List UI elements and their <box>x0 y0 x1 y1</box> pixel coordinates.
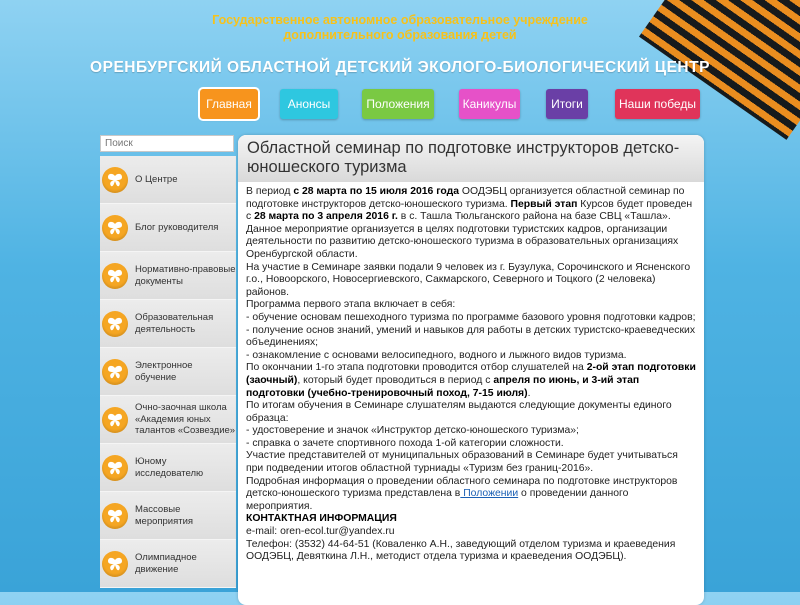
sidebar-item[interactable] <box>100 204 236 252</box>
sidebar <box>100 135 236 588</box>
paragraph: По окончании 1-го этапа подготовки проводится отбор слушателей на 2-ой этап подготовки (заочный), который будет проводиться в период с апреля по июнь, и 3-ий этап подготовки (учебно-тренировочный поход, 7-15 июля). <box>246 362 696 399</box>
sidebar-item[interactable] <box>100 444 236 492</box>
paragraph: На участие в Семинаре заявки подали 9 человек из г. Бузулука, Сорочинского и Ясненского г.о., Новоорского, Новосергиевского, Сакмарского, Северного и Тоцкого (2 человека) районов. <box>246 261 691 298</box>
butterfly-icon <box>102 263 128 289</box>
sidebar-item-label: Массовые мероприятия <box>135 504 194 527</box>
organization-name <box>180 13 620 43</box>
butterfly-icon <box>102 311 128 337</box>
sidebar-item-label: Блог руководителя <box>135 221 219 233</box>
contact-email: e-mail: oren-ecol.tur@yandex.ru <box>246 526 395 538</box>
nav-regulations[interactable]: Положения <box>362 89 434 119</box>
sidebar-menu <box>100 156 236 588</box>
paragraph: Подробная информация о проведении областного семинара по подготовке инструкторов детско-юношеского туризма представлена в Положении о проведении данного мероприятия. <box>246 475 678 512</box>
sidebar-item[interactable] <box>100 540 236 588</box>
sidebar-item[interactable] <box>100 492 236 540</box>
org-line-1: Государственное автономное образовательное учреждение <box>212 13 588 27</box>
sidebar-item-label: Олимпиадное движение <box>135 552 197 575</box>
sidebar-item[interactable] <box>100 156 236 204</box>
sidebar-item-label: Электронное обучение <box>135 360 193 383</box>
article-header <box>238 135 704 182</box>
butterfly-icon <box>102 455 128 481</box>
article-body <box>238 182 704 564</box>
paragraph: Участие представителей от муниципальных образований в Семинаре будет учитываться при подведении итогов областной турниады «Туризм без границ-2016». <box>246 450 678 475</box>
paragraph: Программа первого этапа включает в себя: <box>246 299 456 311</box>
butterfly-icon <box>102 503 128 529</box>
nav-home[interactable]: Главная <box>200 89 258 119</box>
article-panel <box>238 135 704 605</box>
list-item: - обучение основам пешеходного туризма по программе базового уровня подготовки кадров; <box>246 311 696 323</box>
list-item: - удостоверение и значок «Инструктор детско-юношеского туризма»; <box>246 425 579 437</box>
sidebar-item-label: О Центре <box>135 173 178 185</box>
butterfly-icon <box>102 167 128 193</box>
org-line-2: дополнительного образования детей <box>283 28 517 42</box>
paragraph: Данное мероприятие организуется в целях подготовки туристских кадров, организации деятельности по развитию детско-юношеского туризма в образовательных организациях Оренбургской области. <box>246 223 679 260</box>
nav-results[interactable]: Итоги <box>546 89 588 119</box>
contact-phone: Телефон: (3532) 44-64-51 (Коваленко А.Н., заведующий отделом туризма и краеведения ООДЭБЦ, Девяткина Л.Н., методист отдела туризма и краеведения ООДЭБЦ). <box>246 538 676 563</box>
page-title: Областной семинар по подготовке инструкторов детско-юношеского туризма <box>247 139 680 176</box>
sidebar-item[interactable] <box>100 300 236 348</box>
sidebar-item-label: Нормативно-правовые документы <box>135 264 236 287</box>
regulations-link[interactable]: Положении <box>460 488 519 500</box>
search-input[interactable] <box>100 135 234 152</box>
sidebar-item-label: Образовательная деятельность <box>135 312 214 335</box>
list-item: - справка о зачете спортивного похода 1-ой категории сложности. <box>246 437 564 449</box>
nav-our-victories[interactable]: Наши победы <box>615 89 700 119</box>
sidebar-item-label: Очно-заочная школа «Академия юных талантов «Созвездие» <box>135 402 236 437</box>
butterfly-icon <box>102 359 128 385</box>
list-item: - ознакомление с основами велосипедного, водного и лыжного видов туризма. <box>246 349 627 361</box>
paragraph: По итогам обучения в Семинаре слушателям выдаются следующие документы единого образца: <box>246 400 672 424</box>
site-title[interactable]: ОРЕНБУРГСКИЙ ОБЛАСТНОЙ ДЕТСКИЙ ЭКОЛОГО-БИОЛОГИЧЕСКИЙ ЦЕНТР <box>90 59 710 76</box>
sidebar-item[interactable] <box>100 396 236 444</box>
list-item: - получение основ знаний, умений и навыков для работы в детских туристско-краеведческих объединениях; <box>246 324 696 349</box>
butterfly-icon <box>102 407 128 433</box>
contact-heading: КОНТАКТНАЯ ИНФОРМАЦИЯ <box>246 513 397 525</box>
nav-announcements[interactable]: Анонсы <box>280 89 338 119</box>
butterfly-icon <box>102 215 128 241</box>
nav-holidays[interactable]: Каникулы <box>459 89 520 119</box>
butterfly-icon <box>102 551 128 577</box>
sidebar-item-label: Юному исследователю <box>135 456 204 479</box>
sidebar-item[interactable] <box>100 252 236 300</box>
paragraph: В период с 28 марта по 15 июля 2016 года ООДЭБЦ организуется областной семинар по подготовке инструкторов детско-юношеского туризма. Первый этап Курсов будет проведен с 28 марта по 3 апреля 2016 г. в с. Ташла Тюльганского района на базе СВЦ «Ташла». <box>246 186 693 223</box>
sidebar-item[interactable] <box>100 348 236 396</box>
